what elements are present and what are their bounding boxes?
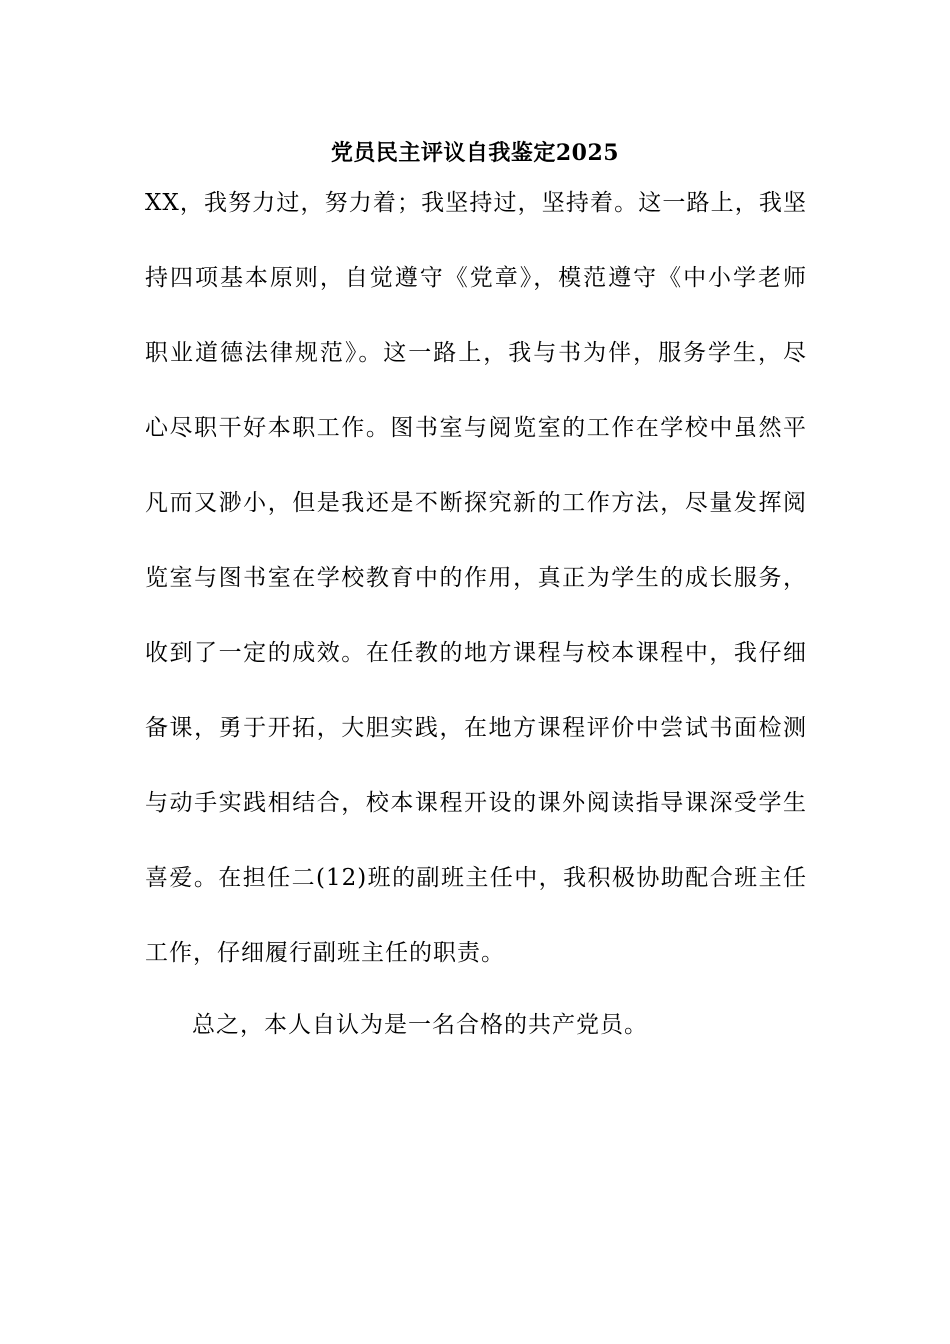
paragraph-line: 与动手实践相结合，校本课程开设的课外阅读指导课深受学生 xyxy=(145,790,807,816)
document-title: 党员民主评议自我鉴定2025 xyxy=(330,140,620,166)
paragraph-line: 工作，仔细履行副班主任的职责。 xyxy=(145,940,505,966)
paragraph-line: 收到了一定的成效。在任教的地方课程与校本课程中，我仔细 xyxy=(145,640,807,666)
paragraph-line: 喜爱。在担任二(12)班的副班主任中，我积极协助配合班主任 xyxy=(145,865,807,891)
paragraph-line: 凡而又渺小，但是我还是不断探究新的工作方法，尽量发挥阅 xyxy=(145,490,807,516)
paragraph-line: 备课，勇于开拓，大胆实践，在地方课程评价中尝试书面检测 xyxy=(145,715,807,741)
paragraph-line: 心尽职干好本职工作。图书室与阅览室的工作在学校中虽然平 xyxy=(145,415,807,441)
paragraph-line: 总之，本人自认为是一名合格的共产党员。 xyxy=(192,1012,648,1038)
paragraph-line: 览室与图书室在学校教育中的作用，真正为学生的成长服务， xyxy=(145,565,807,591)
paragraph-line: 持四项基本原则，自觉遵守《党章》，模范遵守《中小学老师 xyxy=(145,265,807,291)
paragraph-line: XX，我努力过，努力着；我坚持过，坚持着。这一路上，我坚 xyxy=(145,190,807,216)
paragraph-line: 职业道德法律规范》。这一路上，我与书为伴，服务学生，尽 xyxy=(145,340,807,366)
